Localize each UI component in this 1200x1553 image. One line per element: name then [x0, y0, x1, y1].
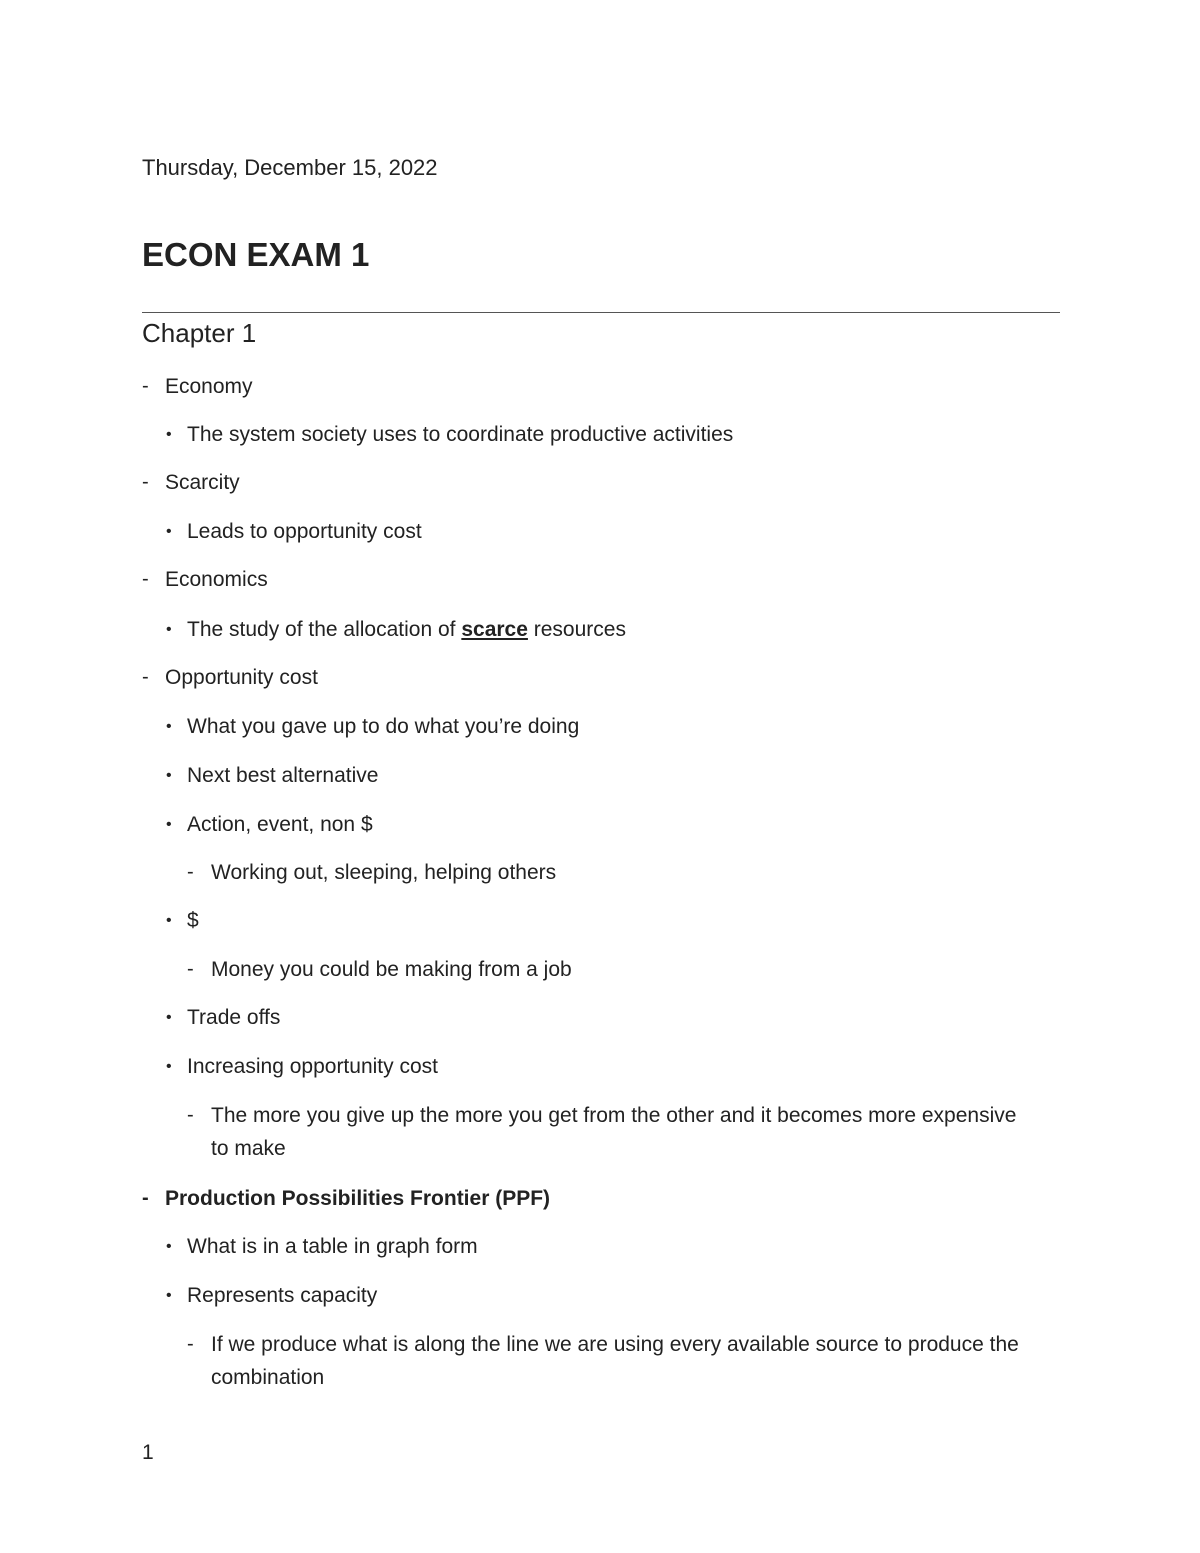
- list-item: [142, 563, 1022, 596]
- item-text: Economics: [165, 568, 268, 591]
- item-text-before: The study of the allocation of: [187, 618, 462, 641]
- item-text: Opportunity cost: [165, 666, 318, 689]
- list-item: [142, 613, 1022, 646]
- bullet-marker: •: [166, 523, 172, 540]
- item-text: Working out, sleeping, helping others: [211, 861, 557, 884]
- item-text: The more you give up the more you get from the other and it becomes more expensive to make: [211, 1104, 1017, 1160]
- item-text: Represents capacity: [187, 1284, 378, 1307]
- bullet-marker: •: [166, 621, 172, 638]
- item-text-after: resources: [527, 618, 626, 641]
- dash-marker: -: [142, 471, 149, 493]
- dash-marker: -: [142, 1187, 149, 1209]
- note-date: Thursday, December 15, 2022: [142, 155, 438, 180]
- bullet-marker: •: [166, 1009, 172, 1026]
- item-text: The system society uses to coordinate productive activities: [187, 423, 734, 446]
- list-item: [142, 370, 1022, 403]
- list-item: [142, 856, 1022, 889]
- item-text: [187, 613, 1022, 646]
- bullet-marker: •: [166, 767, 172, 784]
- list-item: [142, 1050, 1022, 1083]
- item-text: Action, event, non $: [187, 813, 373, 836]
- item-text: Scarcity: [165, 471, 240, 494]
- title-divider: [142, 312, 1060, 313]
- dash-marker: -: [187, 1333, 194, 1355]
- list-item: [142, 759, 1022, 792]
- list-item: [142, 710, 1022, 743]
- item-text: Trade offs: [187, 1006, 281, 1029]
- item-text: Economy: [165, 375, 253, 398]
- dash-marker: -: [187, 958, 194, 980]
- dash-marker: -: [142, 666, 149, 688]
- item-text: Money you could be making from a job: [211, 958, 572, 981]
- list-item: [142, 1279, 1022, 1312]
- bullet-marker: •: [166, 1058, 172, 1075]
- page-title: ECON EXAM 1: [142, 236, 370, 273]
- item-text: Next best alternative: [187, 764, 379, 787]
- list-item: [142, 515, 1022, 548]
- item-text: Increasing opportunity cost: [187, 1055, 438, 1078]
- list-item: [142, 1001, 1022, 1034]
- bullet-marker: •: [166, 426, 172, 443]
- item-text: Leads to opportunity cost: [187, 520, 422, 543]
- page-number: 1: [142, 1441, 154, 1464]
- list-item: [142, 418, 1022, 451]
- item-text: What is in a table in graph form: [187, 1235, 478, 1258]
- dash-marker: -: [187, 1104, 194, 1126]
- bullet-marker: •: [166, 816, 172, 833]
- list-item: [142, 904, 1022, 937]
- list-item: [142, 808, 1022, 841]
- list-item: [142, 1230, 1022, 1263]
- item-text: If we produce what is along the line we are using every available source to produce the combination: [211, 1333, 1019, 1389]
- bullet-marker: •: [166, 912, 172, 929]
- bullet-marker: •: [166, 1287, 172, 1304]
- bullet-marker: •: [166, 718, 172, 735]
- item-text: Production Possibilities Frontier (PPF): [165, 1187, 551, 1210]
- list-item: [142, 953, 1022, 986]
- dash-marker: -: [187, 861, 194, 883]
- list-item: [142, 661, 1022, 694]
- list-item: [142, 1099, 1022, 1165]
- emphasized-word: scarce: [461, 618, 528, 641]
- list-item: [142, 1328, 1022, 1394]
- item-text: $: [187, 909, 199, 932]
- bullet-marker: •: [166, 1238, 172, 1255]
- chapter-heading: Chapter 1: [142, 318, 257, 348]
- item-text: What you gave up to do what you’re doing: [187, 715, 580, 738]
- list-item: [142, 1182, 1022, 1215]
- list-item: [142, 466, 1022, 499]
- dash-marker: -: [142, 568, 149, 590]
- dash-marker: -: [142, 375, 149, 397]
